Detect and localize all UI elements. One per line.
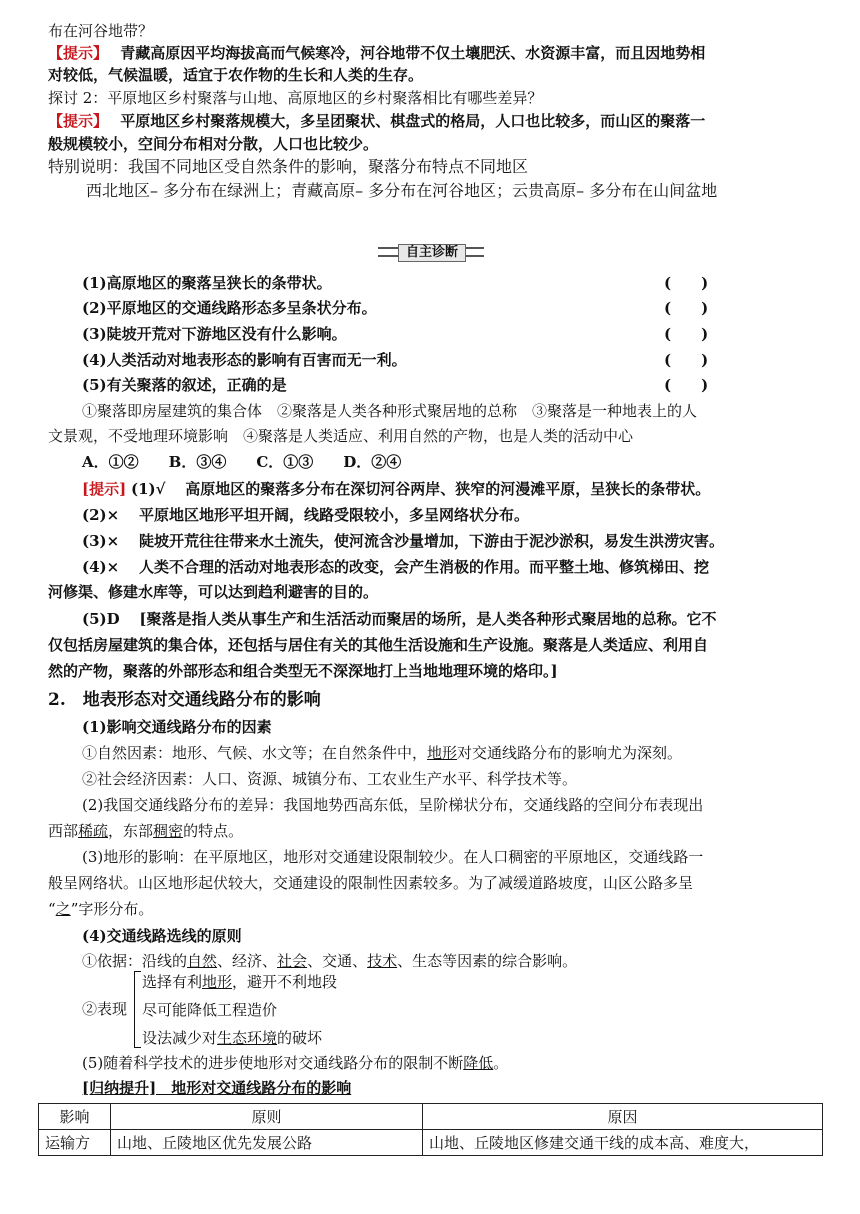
- answer-bracket: ( ): [664, 325, 709, 343]
- table-header-cell: 影响: [39, 1104, 111, 1130]
- answer-line: 河修渠、修建水库等，可以达到趋利避害的目的。: [48, 583, 379, 601]
- text-span: ，东部: [108, 822, 154, 840]
- answer-line: 然的产物，聚落的外部形态和组合类型无不深深地打上当地地理环境的烙印。]: [48, 662, 558, 680]
- text-span: 。: [493, 1054, 509, 1072]
- answer-line: 仅包括房屋建筑的集合体，还包括与居住有关的其他生活设施和生产设施。聚落是人类适应、利用自: [48, 636, 709, 654]
- left-brace: [134, 971, 141, 1048]
- point-line: 般呈网络状。山区地形起伏较大，交通建设的限制性因素较多。为了减缓道路坡度，山区公路多呈: [48, 874, 694, 892]
- text-span: 的破坏: [277, 1029, 323, 1047]
- question-item: (4)人类活动对地表形态的影响有百害而无一利。: [82, 351, 407, 369]
- point-line: [48, 898, 153, 920]
- answer-text: [聚落是指人类从事生产和生活活动而聚居的场所，是人类各种形式聚居地的总称。它不: [139, 610, 717, 628]
- brace-item: 尽可能降低工程造价: [142, 1001, 278, 1019]
- badge-label: 自主诊断: [398, 244, 466, 262]
- question-item: (5)有关聚落的叙述，正确的是: [82, 376, 287, 394]
- answer-bracket: ( ): [664, 351, 709, 369]
- answer-line: [82, 504, 529, 526]
- hint-line: [48, 110, 705, 132]
- option-line: ①聚落即房屋建筑的集合体 ②聚落是人类各种形式聚居地的总称 ③聚落是一种地表上的人: [82, 402, 698, 420]
- point-heading: (4)交通线路选线的原则: [82, 927, 242, 945]
- question-item: (1)高原地区的聚落呈狭长的条带状。: [82, 274, 332, 292]
- brace-item: [142, 971, 337, 993]
- text-span: ”字形分布。: [70, 900, 154, 918]
- text-span: (5)随着科学技术的进步使地形对交通线路分布的限制不断: [82, 1054, 464, 1072]
- keyword: 稀疏: [78, 822, 109, 840]
- answer-text: 陡坡开荒往往带来水土流失，使河流含沙量增加，下游由于泥沙淤积，易发生洪涝灾害。: [138, 532, 724, 550]
- point-line: ②社会经济因素：人口、资源、城镇分布、工农业生产水平、科学技术等。: [82, 770, 578, 788]
- hint-text: 青藏高原因平均海拔高而气候寒冷，河谷地带不仅土壤肥沃、水资源丰富，而且因地势相: [120, 44, 706, 62]
- text-span: 选择有利: [142, 973, 203, 991]
- keyword: 稠密: [153, 822, 184, 840]
- brace-label: ②表现: [82, 1000, 128, 1018]
- brace-item: [142, 1027, 322, 1049]
- question-line: 探讨 2：平原地区乡村聚落与山地、高原地区的乡村聚落相比有哪些差异？: [48, 89, 543, 107]
- summary-table: [38, 1103, 823, 1156]
- text-span: 、经济、: [217, 952, 278, 970]
- answer-head: (3)×: [82, 532, 120, 550]
- text-span: 、生态等因素的综合影响。: [397, 952, 578, 970]
- answer-bracket: ( ): [664, 376, 709, 394]
- keyword: 降低: [463, 1054, 494, 1072]
- point-line: [82, 950, 577, 972]
- text-span: ①自然因素：地形、气候、水文等；在自然条件中，: [82, 744, 428, 762]
- note-line: 特别说明：我国不同地区受自然条件的影响，聚落分布特点不同地区: [48, 157, 529, 176]
- keyword: 生态环境: [217, 1029, 278, 1047]
- hint-text: 平原地区乡村聚落规模大，多呈团聚状、棋盘式的格局，人口也比较多，而山区的聚落一: [120, 112, 706, 130]
- text-line: 对较低，气候温暖，适宜于农作物的生长和人类的生存。: [48, 66, 424, 84]
- text-span: 的特点。: [183, 822, 244, 840]
- point-line: [48, 820, 243, 842]
- summary-title: [归纳提升] 地形对交通线路分布的影响: [82, 1079, 352, 1097]
- answer-line: [82, 478, 710, 500]
- point-line: (3)地形的影响：在平原地区，地形对交通建设限制较少。在人口稠密的平原地区，交通线路一: [82, 848, 704, 866]
- keyword: 地形: [202, 973, 233, 991]
- point-line: [82, 1052, 508, 1074]
- table-cell: 山地、丘陵地区优先发展公路: [111, 1130, 423, 1156]
- answer-label: [提示]: [82, 480, 127, 498]
- text-line: 布在河谷地带？: [48, 22, 154, 40]
- keyword: 地形: [427, 744, 458, 762]
- answer-head: (2)×: [82, 506, 120, 524]
- table-cell: 山地、丘陵地区修建交通干线的成本高、难度大，: [423, 1130, 823, 1156]
- hint-line: [48, 42, 705, 64]
- table-cell: 运输方: [39, 1130, 111, 1156]
- text-span: 设法减少对: [142, 1029, 218, 1047]
- point-heading: (1)影响交通线路分布的因素: [82, 718, 272, 736]
- answer-line: [82, 608, 717, 630]
- table-row: [39, 1130, 823, 1156]
- answer-bracket: ( ): [664, 274, 709, 292]
- answer-bracket: ( ): [664, 299, 709, 317]
- answer-text: 高原地区的聚落多分布在深切河谷两岸、狭窄的河漫滩平原，呈狭长的条带状。: [185, 480, 711, 498]
- keyword: 社会: [277, 952, 308, 970]
- answer-head: (1)√: [130, 480, 166, 498]
- keyword: 技术: [367, 952, 398, 970]
- text-span: “: [48, 900, 56, 918]
- hint-label: 【提示】: [48, 112, 101, 130]
- section-badge: [378, 243, 484, 261]
- text-span: ①依据：沿线的: [82, 952, 188, 970]
- table-header-row: [39, 1104, 823, 1130]
- text-span: ，避开不利地段: [232, 973, 338, 991]
- text-span: 西部: [48, 822, 79, 840]
- note-line: 西北地区– 多分布在绿洲上；青藏高原– 多分布在河谷地区；云贵高原– 多分布在山间盆地: [86, 181, 718, 200]
- point-line: (2)我国交通线路分布的差异：我国地势西高东低，呈阶梯状分布，交通线路的空间分布表现出: [82, 796, 704, 814]
- option-line: 文景观，不受地理环境影响 ④聚落是人类适应、利用自然的产物，也是人类的活动中心: [48, 427, 634, 445]
- text-span: 对交通线路分布的影响尤为深刻。: [457, 744, 683, 762]
- question-item: (3)陡坡开荒对下游地区没有什么影响。: [82, 325, 347, 343]
- answer-head: (4)×: [82, 558, 120, 576]
- keyword: 之: [55, 900, 71, 918]
- choice-line: A．①② B．③④ C．①③ D．②④: [82, 453, 402, 471]
- answer-line: [82, 556, 709, 578]
- answer-text: 平原地区地形平坦开阔，线路受限较小，多呈网络状分布。: [138, 506, 529, 524]
- question-item: (2)平原地区的交通线路形态多呈条状分布。: [82, 299, 377, 317]
- answer-line: [82, 530, 724, 552]
- text-span: 、交通、: [307, 952, 368, 970]
- answer-text: 人类不合理的活动对地表形态的改变，会产生消极的作用。而平整土地、修筑梯田、挖: [138, 558, 709, 576]
- hint-label: 【提示】: [48, 44, 101, 62]
- table-header-cell: 原则: [111, 1104, 423, 1130]
- answer-head: (5)D: [82, 610, 120, 628]
- section-title: 2. 地表形态对交通线路分布的影响: [48, 690, 321, 710]
- point-line: [82, 742, 682, 764]
- table-header-cell: 原因: [423, 1104, 823, 1130]
- keyword: 自然: [187, 952, 218, 970]
- text-line: 般规模较小，空间分布相对分散，人口也比较少。: [48, 135, 379, 153]
